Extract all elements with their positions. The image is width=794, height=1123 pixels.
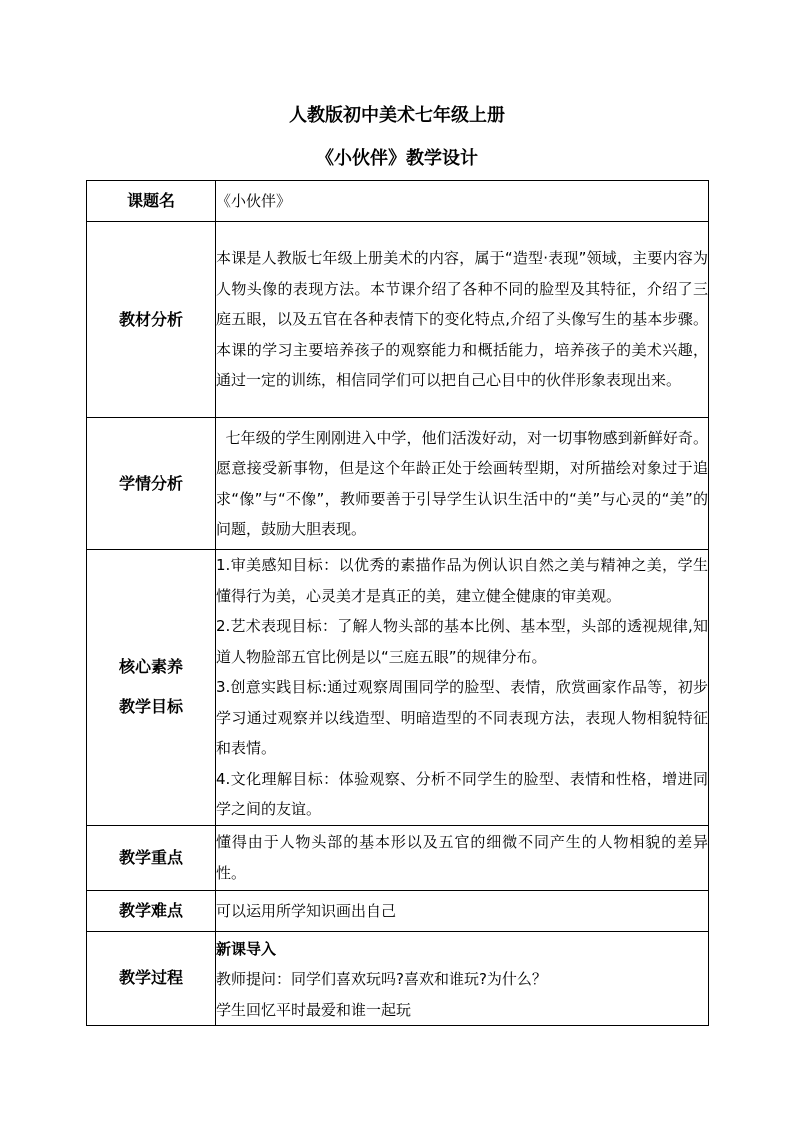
process-section-title: 新课导入: [216, 939, 277, 958]
document-subtitle: 《小伙伴》教学设计: [316, 148, 478, 169]
goal-item: 1.审美感知目标：以优秀的素描作品为例认识自然之美与精神之美，学生懂得行为美，心灵美才是真正的美，建立健全健康的审美观。: [216, 556, 708, 605]
table-row-difficult-points: [87, 890, 709, 931]
lesson-plan-table: [86, 180, 709, 1026]
material-analysis-paragraph: 本课是人教版七年级上册美术的内容，属于“造型·表现”领域，主要内容为人物头像的表现方法。本节课介绍了各种不同的脸型及其特征，介绍了三庭五眼，以及五官在各种表情下的变化特点,介绍了头像写生的基本步骤。本课的学习主要培养孩子的观察能力和概括能力，培养孩子的美术兴趣，通过一定的训练，相信同学们可以把自己心目中的伙伴形象表现出来。: [216, 249, 708, 390]
row-label-difficult-points: 教学难点: [87, 890, 216, 931]
topic-value: 《小伙伴》: [216, 181, 709, 222]
key-points-paragraph: 懂得由于人物头部的基本形以及五官的细微不同产生的人物相貌的差异性。: [216, 833, 708, 882]
table-row-core-goals: [87, 550, 709, 826]
student-analysis-paragraph: 七年级的学生刚刚进入中学，他们活泼好动，对一切事物感到新鲜好奇。愿意接受新事物，但是这个年龄正处于绘画转型期，对所描绘对象过于追求“像”与“不像”，教师要善于引导学生认识生活中的“美”与心灵的“美”的问题，鼓励大胆表现。: [216, 428, 708, 538]
table-row-material-analysis: [87, 222, 709, 418]
table-row-student-analysis: [87, 418, 709, 550]
process-line: 学生回忆平时最爱和谁一起玩: [216, 1000, 412, 1019]
goal-item: 3.创意实践目标:通过观察周围同学的脸型、表情，欣赏画家作品等，初步学习通过观察并以线造型、明暗造型的不同表现方法，表现人物相貌特征和表情。: [216, 678, 708, 757]
process-line: 教师提问：同学们喜欢玩吗?喜欢和谁玩?为什么？: [216, 970, 547, 988]
row-label-core-goals-line2: 教学目标: [118, 697, 183, 717]
row-label-topic: 课题名: [87, 181, 216, 222]
core-goals-list: [216, 550, 709, 826]
row-label-teaching-process: 教学过程: [87, 931, 216, 1026]
table-row-teaching-process: [87, 931, 709, 1026]
goal-item: 4.文化理解目标：体验观察、分析不同学生的脸型、表情和性格，增进同学之间的友谊。: [216, 769, 708, 818]
teaching-process-content: [216, 931, 709, 1026]
row-label-core-goals: [87, 550, 216, 826]
row-label-key-points: 教学重点: [87, 825, 216, 890]
goal-item: 2.艺术表现目标：了解人物头部的基本比例、基本型，头部的透视规律,知道人物脸部五官比例是以“三庭五眼”的规律分布。: [216, 617, 708, 666]
row-label-student-analysis: 学情分析: [87, 418, 216, 550]
row-label-material-analysis: 教材分析: [87, 222, 216, 418]
table-row-topic: [87, 181, 709, 222]
table-row-key-points: [87, 825, 709, 890]
key-points-text: [216, 825, 709, 890]
document-title: 人教版初中美术七年级上册: [289, 105, 505, 126]
material-analysis-text: [216, 222, 709, 418]
row-label-core-goals-line1: 核心素养: [118, 657, 183, 677]
difficult-points-text: 可以运用所学知识画出自己: [216, 890, 709, 931]
student-analysis-text: [216, 418, 709, 550]
